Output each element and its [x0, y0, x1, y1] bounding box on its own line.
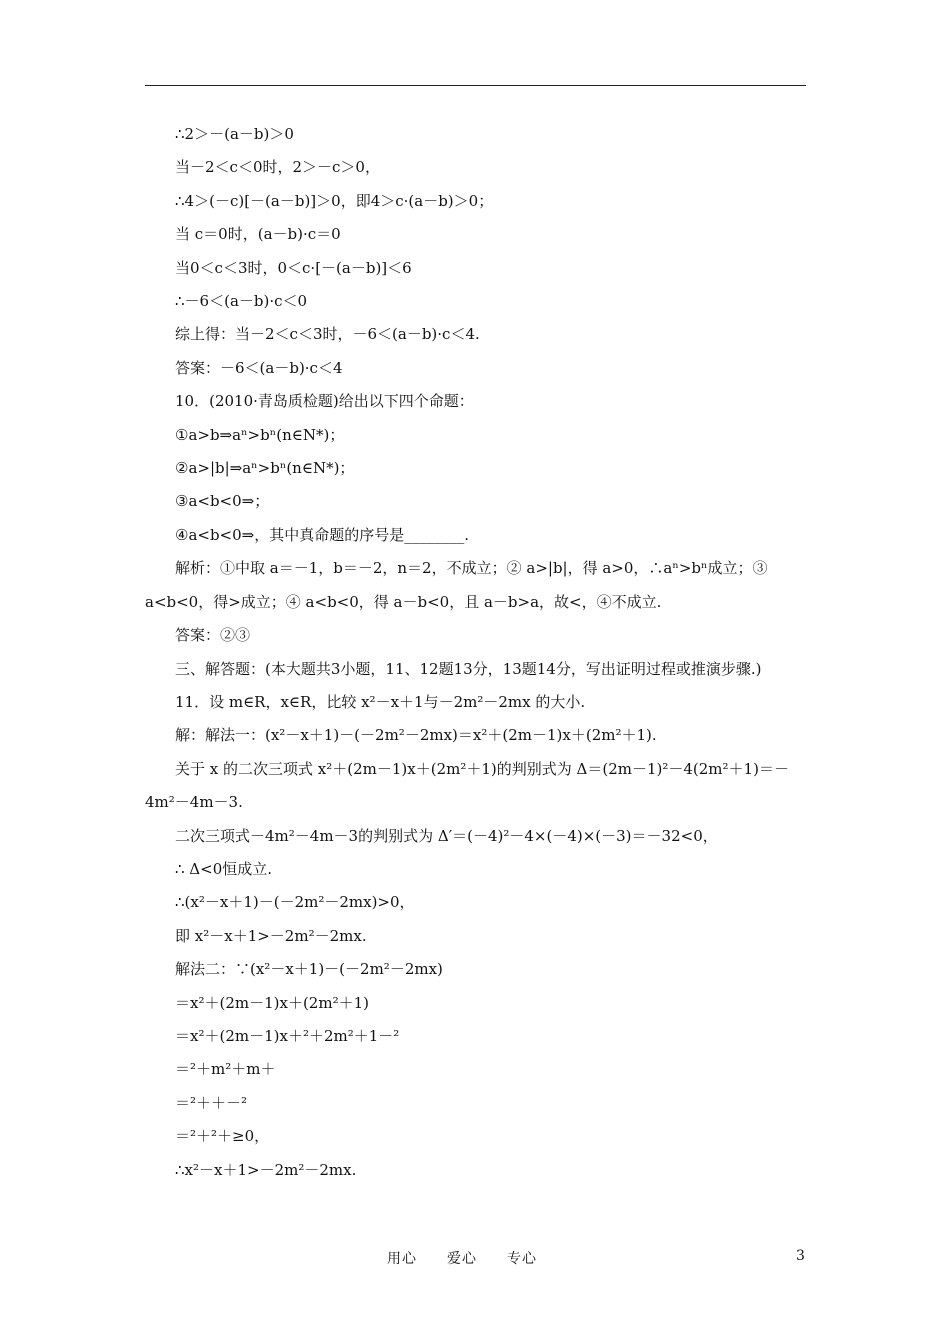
text-line: ∴(x²－x＋1)－(－2m²－2mx)>0， — [175, 893, 415, 912]
text-line: 当 c＝0时，(a－b)·c＝0 — [175, 225, 341, 244]
text-line: 解：解法一：(x²－x＋1)－(－2m²－2mx)＝x²＋(2m－1)x＋(2m²＋1). — [175, 726, 657, 745]
text-line: ∴ Δ<0恒成立. — [175, 859, 273, 878]
text-line: ＝²＋＋－² — [175, 1093, 248, 1112]
text-line: ∴－6＜(a－b)·c＜0 — [175, 292, 308, 311]
text-line: ∴4＞(－c)[－(a－b)]＞0，即4＞c·(a－b)＞0； — [175, 191, 494, 210]
text-line: ①a>b⇒aⁿ>bⁿ(n∈N*)； — [175, 425, 345, 444]
text-line: ＝²＋²＋≥0， — [175, 1127, 270, 1146]
text-line: 11．设 m∈R，x∈R，比较 x²－x＋1与－2m²－2mx 的大小. — [175, 692, 586, 711]
text-line: 当－2＜c＜0时，2＞－c＞0， — [175, 158, 380, 177]
text-line: 10．(2010·青岛质检题)给出以下四个命题： — [175, 392, 474, 411]
text-line: 解法二：∵(x²－x＋1)－(－2m²－2mx) — [175, 960, 443, 979]
text-line: ∴x²－x＋1>－2m²－2mx. — [175, 1160, 357, 1179]
text-line: 解析：①中取 a＝－1，b＝－2，n＝2，不成立；② a>|b|，得 a>0，∴aⁿ>bⁿ成立；③ a<b<0，得>成立；④ a<b<0，得 a－b<0，且 a－b>a，故<，④不成立. — [145, 559, 768, 611]
body-text — [145, 118, 808, 1187]
text-line: 当0＜c＜3时，0＜c·[－(a－b)]＜6 — [175, 258, 412, 277]
text-line: ③a<b<0⇒； — [175, 492, 270, 511]
text-line: 综上得：当－2＜c＜3时，－6＜(a－b)·c＜4. — [175, 325, 480, 344]
text-line: ＝x²＋(2m－1)x＋(2m²＋1) — [175, 993, 369, 1012]
text-line: 三、解答题：(本大题共3小题，11、12题13分，13题14分，写出证明过程或推演步骤.) — [175, 659, 762, 678]
text-line: ④a<b<0⇒，其中真命题的序号是________. — [175, 525, 470, 544]
footer-text: 用心 爱心 专心 — [387, 1251, 537, 1267]
page-number: 3 — [796, 1248, 805, 1264]
text-line: 即 x²－x＋1>－2m²－2mx. — [175, 926, 367, 945]
text-line: 答案：－6＜(a－b)·c＜4 — [175, 358, 343, 377]
text-line: ＝x²＋(2m－1)x＋²＋2m²＋1－² — [175, 1026, 400, 1045]
text-line: 二次三项式－4m²－4m－3的判别式为 Δ′＝(－4)²－4×(－4)×(－3)＝－32<0， — [175, 826, 718, 845]
text-line: ②a>|b|⇒aⁿ>bⁿ(n∈N*)； — [175, 459, 355, 478]
text-line: ∴2＞－(a－b)＞0 — [175, 125, 294, 143]
text-line: 关于 x 的二次三项式 x²＋(2m－1)x＋(2m²＋1)的判别式为 Δ＝(2m－1)²－4(2m²＋1)＝－4m²－4m－3. — [145, 759, 789, 812]
text-line: ＝²＋m²＋m＋ — [175, 1060, 276, 1079]
header-rule — [145, 85, 806, 86]
text-line: 答案：②③ — [175, 626, 251, 645]
